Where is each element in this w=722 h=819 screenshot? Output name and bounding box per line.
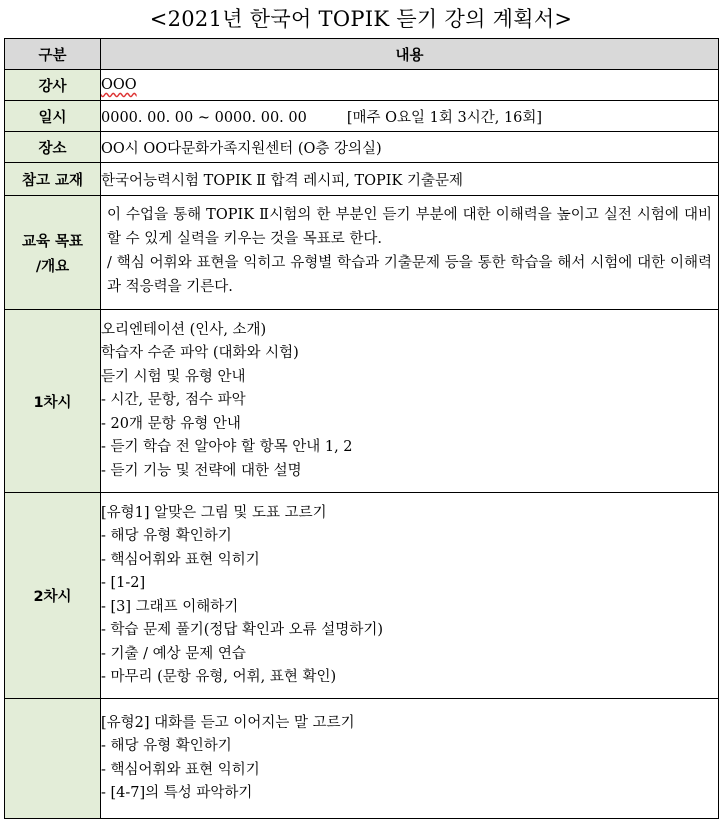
session-line: 학습자 수준 파악 (대화와 시험): [101, 345, 299, 362]
schedule-row: [5, 101, 719, 132]
session-line: - 학습 문제 풀기(정답 확인과 오류 설명하기): [101, 622, 383, 638]
title-text: <2021년 한국어 TOPIK 듣기 강의 계획서>: [149, 7, 573, 31]
teacher-name: OOO: [101, 77, 137, 93]
document-title: [0, 0, 722, 38]
teacher-row: [5, 70, 719, 101]
goal-paragraph-2: / 핵심 어휘와 표현을 익히고 유형별 학습과 기출문제 등을 통한 학습을 해서 시험에 대한 이해력과 적응력을 기른다.: [107, 255, 712, 295]
header-category: 구분: [5, 39, 101, 70]
schedule-label: 일시: [5, 101, 101, 132]
session-line: - 마무리 (문항 유형, 어휘, 표현 확인): [101, 669, 337, 685]
session-row-1: [5, 310, 719, 493]
session-line: - [3] 그래프 이해하기: [101, 598, 239, 615]
header-content: 내용: [101, 39, 719, 70]
session-line: - 해당 유형 확인하기: [101, 528, 232, 544]
session-line: 오리엔테이션 (인사, 소개): [101, 321, 267, 338]
session-row-2: [5, 493, 719, 699]
place-row: [5, 132, 719, 163]
session-3-label: [5, 699, 101, 819]
session-line: - 핵심어휘와 표현 익히기: [101, 761, 260, 778]
session-line: [유형1] 알맞은 그림 및 도표 고르기: [101, 504, 327, 521]
goal-content: [101, 196, 719, 310]
session-1-label: 1차시: [5, 310, 101, 493]
goal-label-line2: /개요: [35, 258, 70, 275]
header-row: [5, 39, 719, 70]
session-line: [유형2] 대화를 듣고 이어지는 말 고르기: [101, 714, 355, 731]
goal-text: [101, 196, 718, 299]
session-line: - 20개 문항 유형 안내: [101, 415, 241, 432]
textbook-row: [5, 163, 719, 196]
session-row-3: [5, 699, 719, 819]
session-2-content: [101, 493, 719, 699]
session-line: - 시간, 문항, 점수 파악: [101, 392, 246, 409]
session-line: - [4-7]의 특성 파악하기: [101, 785, 253, 801]
goal-paragraph-1: 이 수업을 통해 TOPIK Ⅱ시험의 한 부분인 듣기 부분에 대한 이해력을 높이고 실전 시험에 대비할 수 있게 실력을 키우는 것을 목표로 한다.: [107, 207, 712, 247]
schedule-frequency: [매주 O요일 1회 3시간, 16회]: [346, 109, 543, 126]
session-3-content: [101, 699, 719, 819]
teacher-value: [101, 70, 719, 101]
textbook-value: 한국어능력시험 TOPIK Ⅱ 합격 레시피, TOPIK 기출문제: [101, 163, 719, 196]
schedule-dates: 0000. 00. 00 ~ 0000. 00. 00: [101, 109, 307, 126]
session-line: - 해당 유형 확인하기: [101, 738, 232, 754]
goal-row: [5, 196, 719, 310]
session-1-content: [101, 310, 719, 493]
session-2-label: 2차시: [5, 493, 101, 699]
session-line: - 듣기 학습 전 알아야 할 항목 안내 1, 2: [101, 439, 353, 456]
session-line: - [1-2]: [101, 575, 146, 591]
plan-table: [4, 38, 719, 819]
session-line: - 기출 / 예상 문제 연습: [101, 645, 246, 662]
goal-label-line1: 교육 목표: [21, 233, 84, 250]
session-line: - 듣기 기능 및 전략에 대한 설명: [101, 462, 302, 479]
session-line: 듣기 시험 및 유형 안내: [101, 368, 246, 385]
teacher-label: 강사: [5, 70, 101, 101]
schedule-value: [101, 101, 719, 132]
textbook-label: 참고 교재: [5, 163, 101, 196]
place-value: OO시 OO다문화가족지원센터 (O층 강의실): [101, 132, 719, 163]
goal-label: [5, 196, 101, 310]
place-label: 장소: [5, 132, 101, 163]
session-line: - 핵심어휘와 표현 익히기: [101, 551, 260, 568]
